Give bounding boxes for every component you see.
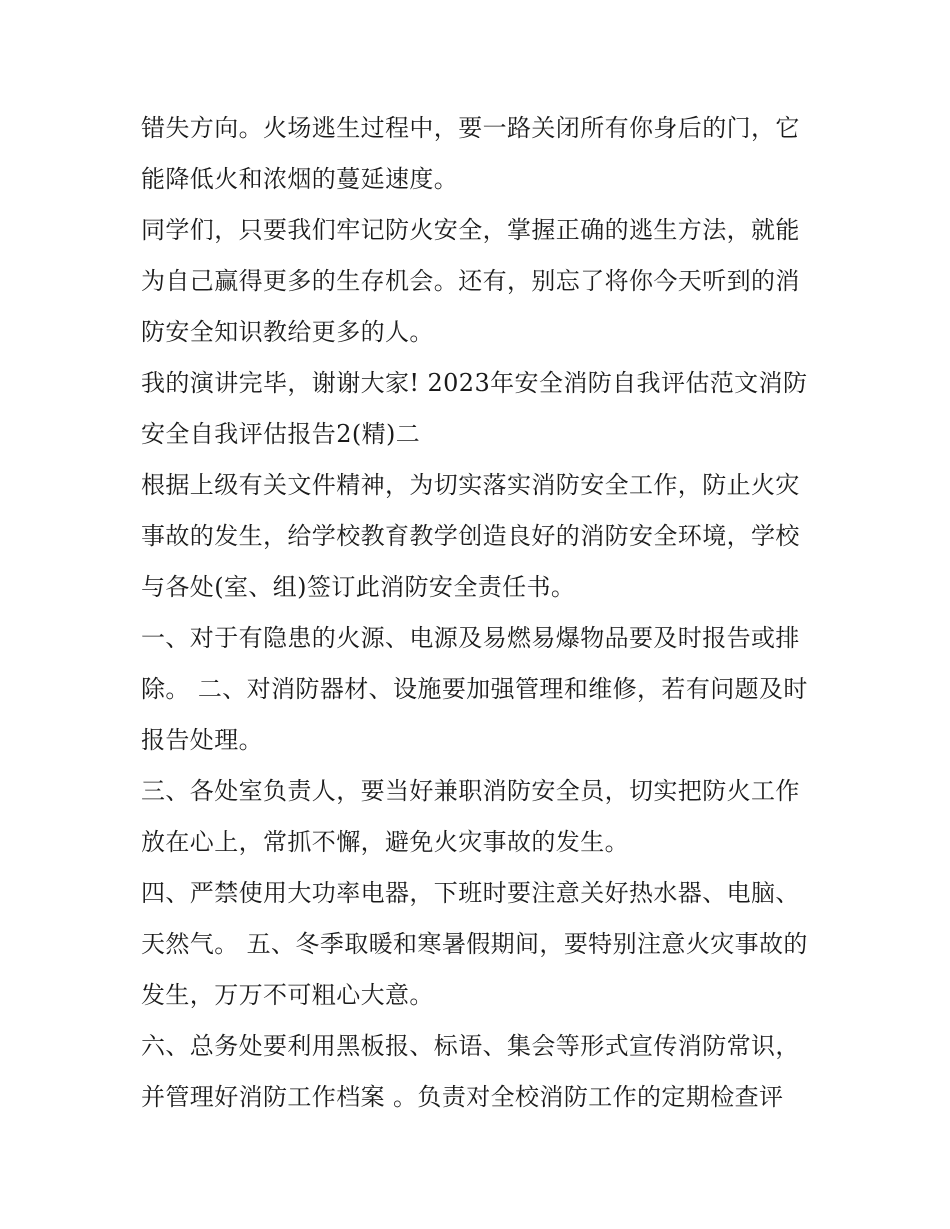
paragraph-item-six: 六、总务处要利用黑板报、标语、集会等形式宣传消防常识，并管理好消防工作档案 。负责对全校消防工作的定期检查评 [141, 1032, 800, 1111]
paragraph-responsibility-intro: 根据上级有关文件精神，为切实落实消防安全工作，防止火灾事故的发生，给学校教育教学创造良好的消防安全环境，学校与各处(室、组)签订此消防安全责任书。 [141, 471, 800, 601]
paragraph-students-fire-safety: 同学们，只要我们牢记防火安全，掌握正确的逃生方法，就能为自己赢得更多的生存机会。还有，别忘了将你今天听到的消防安全知识教给更多的人。 [141, 216, 800, 346]
document-body [141, 103, 816, 1123]
paragraph-escape-doors: 错失方向。火场逃生过程中，要一路关闭所有你身后的门，它能降低火和浓烟的蔓延速度。 [141, 114, 800, 193]
paragraph-item-one-two: 一、对于有隐患的火源、电源及易燃易爆物品要及时报告或排除。 二、对消防器材、设施要加强管理和维修，若有问题及时报告处理。 [141, 624, 808, 754]
paragraph-item-four-five: 四、严禁使用大功率电器，下班时要注意关好热水器、电脑、天然气。 五、冬季取暖和寒暑假期间，要特别注意火灾事故的发生，万万不可粗心大意。 [141, 879, 808, 1009]
paragraph-speech-end-title: 我的演讲完毕，谢谢大家! 2023年安全消防自我评估范文消防安全自我评估报告2(精)二 [141, 369, 808, 448]
paragraph-item-three: 三、各处室负责人，要当好兼职消防安全员，切实把防火工作放在心上，常抓不懈，避免火灾事故的发生。 [141, 777, 800, 856]
